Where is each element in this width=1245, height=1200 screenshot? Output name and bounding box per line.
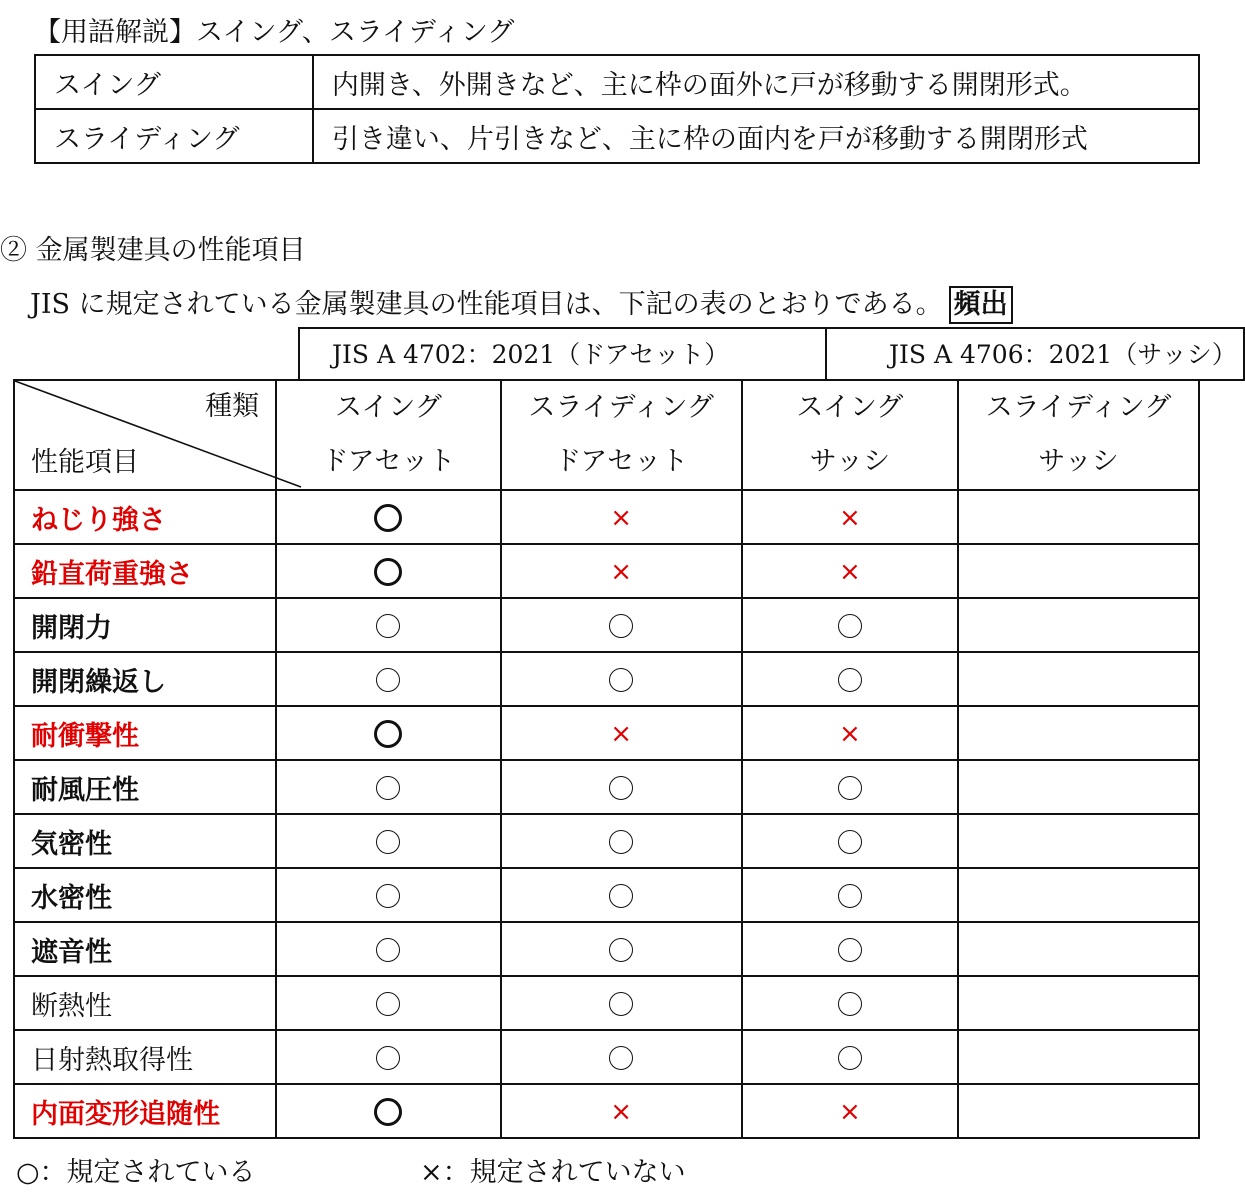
mark-cell: [742, 760, 958, 814]
intro-text: JIS に規定されている金属製建具の性能項目は、下記の表のとおりである。: [30, 289, 943, 320]
column-header-line1: スイング: [334, 392, 442, 423]
mark-cell: [958, 922, 1199, 976]
mark-cell: [742, 1030, 958, 1084]
column-header-line1: スライディング: [528, 392, 714, 423]
circle-mark-icon: [838, 1046, 862, 1070]
mark-cell: [501, 598, 742, 652]
table-row: [14, 544, 1199, 598]
glossary-table: [34, 54, 1200, 164]
circle-mark-icon: [838, 668, 862, 692]
column-header-swing-sash: [742, 380, 958, 490]
column-header-line2: ドアセット: [554, 446, 689, 477]
section-heading: ② 金属製建具の性能項目: [0, 235, 306, 266]
mark-cell: [958, 760, 1199, 814]
glossary-term: スライディング: [35, 109, 313, 163]
circle-mark-icon: [376, 884, 400, 908]
mark-cell: [742, 922, 958, 976]
circle-mark-icon: [609, 1046, 633, 1070]
cross-mark: ×: [610, 1096, 633, 1127]
mark-cell: [958, 652, 1199, 706]
table-row: [14, 490, 1199, 544]
circle-mark-icon: [838, 614, 862, 638]
circle-mark-icon: [838, 884, 862, 908]
performance-item-label: 水密性: [14, 868, 276, 922]
table-row: [14, 1030, 1199, 1084]
mark-cell: [958, 868, 1199, 922]
column-header-line2: サッシ: [809, 446, 891, 477]
circle-mark-icon: [838, 776, 862, 800]
mark-cell: [501, 544, 742, 598]
performance-item-label: 気密性: [14, 814, 276, 868]
mark-cell: [742, 814, 958, 868]
mark-cell: [958, 598, 1199, 652]
corner-item-label: 性能項目: [31, 447, 139, 478]
mark-cell: [742, 598, 958, 652]
circle-mark-icon: [376, 1046, 400, 1070]
column-header-line2: ドアセット: [321, 446, 456, 477]
circle-mark-icon: [374, 558, 402, 586]
circle-mark-icon: [374, 504, 402, 532]
circle-mark-icon: [609, 614, 633, 638]
performance-item-label: 開閉繰返し: [14, 652, 276, 706]
mark-cell: [958, 814, 1199, 868]
circle-mark-icon: [376, 992, 400, 1016]
mark-cell: [276, 1084, 501, 1138]
performance-item-label: 断熱性: [14, 976, 276, 1030]
circle-mark-icon: [376, 830, 400, 854]
circle-mark-icon: [376, 938, 400, 962]
table-row: [14, 1084, 1199, 1138]
performance-item-label: 内面変形追随性: [14, 1084, 276, 1138]
mark-cell: [958, 544, 1199, 598]
performance-item-label: 開閉力: [14, 598, 276, 652]
mark-cell: [501, 490, 742, 544]
mark-cell: [276, 544, 501, 598]
circle-mark-icon: [838, 938, 862, 962]
mark-cell: [501, 814, 742, 868]
cross-mark: ×: [838, 502, 861, 533]
performance-item-label: 耐衝撃性: [14, 706, 276, 760]
circle-mark-icon: [838, 830, 862, 854]
performance-item-label: 遮音性: [14, 922, 276, 976]
cross-mark: ×: [610, 556, 633, 587]
glossary-definition: 引き違い、片引きなど、主に枠の面内を戸が移動する開閉形式: [313, 109, 1199, 163]
circle-mark-icon: [609, 830, 633, 854]
mark-cell: [958, 1084, 1199, 1138]
mark-cell: [501, 652, 742, 706]
mark-cell: [276, 652, 501, 706]
cross-mark: ×: [838, 556, 861, 587]
section-intro: [30, 282, 1013, 324]
mark-cell: [276, 922, 501, 976]
table-row: [14, 814, 1199, 868]
legend-specified: ○：規定されている: [16, 1157, 256, 1188]
column-header-line1: スライディング: [985, 392, 1172, 423]
mark-cell: [276, 868, 501, 922]
circle-mark-icon: [376, 614, 400, 638]
mark-cell: [276, 760, 501, 814]
cross-mark: ×: [610, 502, 633, 533]
column-header-line2: サッシ: [1038, 446, 1119, 477]
table-header-row: [14, 380, 1199, 490]
circle-mark-icon: [376, 668, 400, 692]
mark-cell: [958, 976, 1199, 1030]
circle-mark-icon: [374, 1098, 402, 1126]
mark-cell: [501, 922, 742, 976]
legend-not-specified: ×：規定されていない: [420, 1157, 686, 1188]
performance-item-label: 鉛直荷重強さ: [14, 544, 276, 598]
table-row: [14, 598, 1199, 652]
performance-item-label: ねじり強さ: [14, 490, 276, 544]
table-row: [14, 922, 1199, 976]
mark-cell: [958, 1030, 1199, 1084]
standard-header-doorset: JIS A 4702：2021（ドアセット）: [298, 327, 827, 381]
mark-cell: [501, 760, 742, 814]
mark-cell: [742, 976, 958, 1030]
mark-cell: [501, 976, 742, 1030]
table-row: [14, 706, 1199, 760]
glossary-heading: 【用語解説】スイング、スライディング: [34, 17, 515, 48]
cross-mark: ×: [838, 1096, 861, 1127]
performance-item-label: 耐風圧性: [14, 760, 276, 814]
column-header-sliding-sash: [958, 380, 1199, 490]
mark-cell: [276, 706, 501, 760]
circle-mark-icon: [838, 992, 862, 1016]
circle-mark-icon: [609, 776, 633, 800]
mark-cell: [742, 544, 958, 598]
table-row: [14, 760, 1199, 814]
glossary-definition: 内開き、外開きなど、主に枠の面外に戸が移動する開閉形式。: [313, 55, 1199, 109]
mark-cell: [276, 598, 501, 652]
glossary-term: スイング: [35, 55, 313, 109]
cross-mark: ×: [610, 718, 633, 749]
mark-cell: [501, 868, 742, 922]
cross-mark: ×: [838, 718, 861, 749]
glossary-row: [35, 109, 1199, 163]
mark-cell: [276, 1030, 501, 1084]
mark-cell: [501, 1030, 742, 1084]
circle-mark-icon: [609, 668, 633, 692]
column-header-sliding-doorset: [501, 380, 742, 490]
circle-mark-icon: [609, 884, 633, 908]
column-header-line1: スイング: [796, 392, 904, 423]
mark-cell: [958, 706, 1199, 760]
table-row: [14, 652, 1199, 706]
corner-type-label: 種類: [205, 391, 260, 422]
mark-cell: [958, 490, 1199, 544]
mark-cell: [742, 706, 958, 760]
column-header-swing-doorset: [276, 380, 501, 490]
mark-cell: [742, 868, 958, 922]
mark-cell: [276, 490, 501, 544]
performance-table: [13, 379, 1200, 1139]
standard-header-sash: JIS A 4706：2021（サッシ）: [825, 327, 1245, 381]
performance-item-label: 日射熱取得性: [14, 1030, 276, 1084]
circle-mark-icon: [609, 938, 633, 962]
mark-cell: [742, 652, 958, 706]
mark-cell: [276, 814, 501, 868]
glossary-row: [35, 55, 1199, 109]
frequent-badge: 頻出: [949, 286, 1013, 324]
table-row: [14, 976, 1199, 1030]
mark-cell: [501, 706, 742, 760]
circle-mark-icon: [376, 776, 400, 800]
circle-mark-icon: [609, 992, 633, 1016]
mark-cell: [276, 976, 501, 1030]
circle-mark-icon: [374, 720, 402, 748]
corner-cell: [14, 380, 276, 490]
mark-cell: [742, 490, 958, 544]
table-row: [14, 868, 1199, 922]
mark-cell: [742, 1084, 958, 1138]
mark-cell: [501, 1084, 742, 1138]
